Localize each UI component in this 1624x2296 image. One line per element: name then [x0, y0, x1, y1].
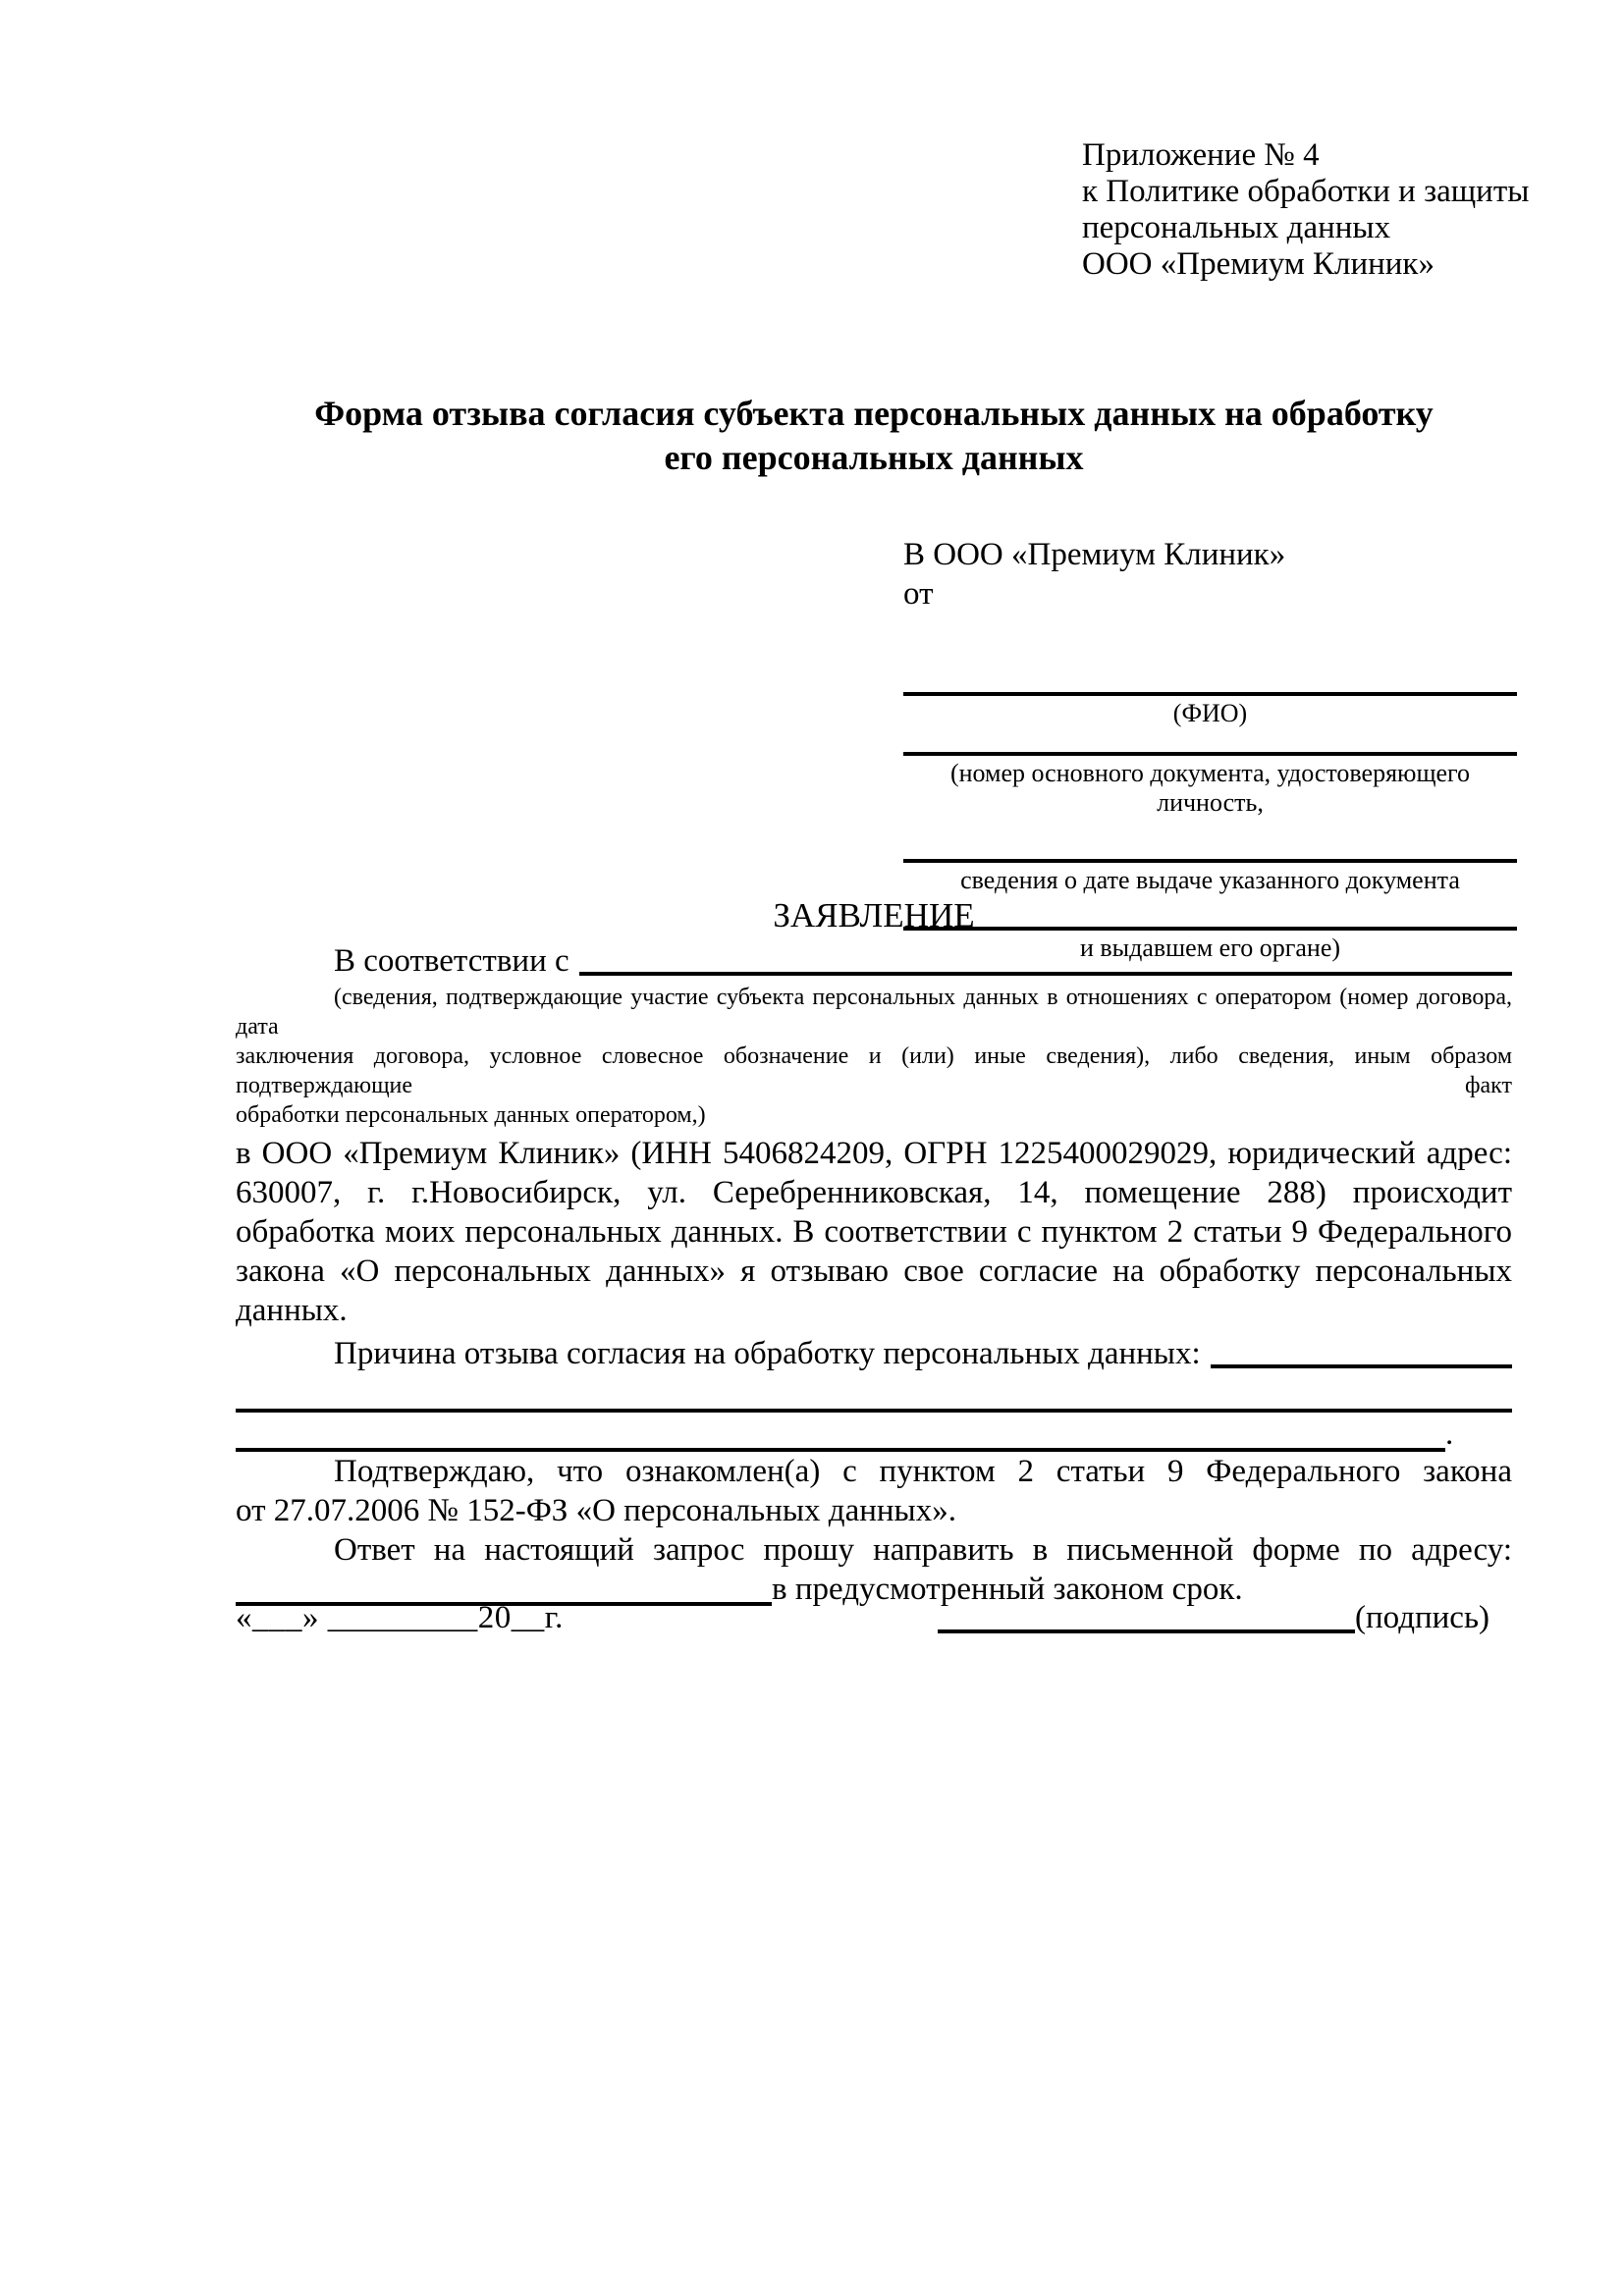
- document-issue-date-caption: сведения о дате выдаче указанного документа: [960, 866, 1460, 894]
- statement-body: [236, 894, 1512, 1609]
- fio-caption: (ФИО): [1172, 699, 1248, 727]
- withdrawal-paragraph-line: закона «О персональных данных» я отзываю свое согласие на обработку персональных: [236, 1254, 1512, 1289]
- document-number-caption: (номер основного документа, удостоверяющего личность,: [949, 759, 1471, 817]
- document-title-line: Форма отзыва согласия субъекта персональных данных на обработку: [314, 394, 1434, 433]
- fine-print-line: (сведения, подтверждающие участие субъекта персональных данных в отношениях с оператором (номер договора, дата: [236, 985, 1512, 1040]
- withdrawal-paragraph: [236, 1134, 1512, 1330]
- accordance-row: [236, 937, 1512, 981]
- accordance-blank-line: [579, 972, 1512, 976]
- reason-label: Причина отзыва согласия на обработку персональных данных:: [334, 1336, 1201, 1371]
- confirmation-paragraph: [236, 1452, 1512, 1530]
- document-number-blank-line: [903, 728, 1517, 756]
- reason-blank-line-3-rule: [236, 1413, 1445, 1452]
- fine-print-line: обработки персональных данных оператором,): [236, 1102, 706, 1128]
- trailing-period: .: [1445, 1416, 1454, 1452]
- confirmation-paragraph-line: от 27.07.2006 № 152-ФЗ «О персональных данных».: [236, 1493, 956, 1528]
- fine-print-line: заключения договора, условное словесное обозначение и (или) иные сведения), либо сведения, иным образом подтверждающие факт: [236, 1043, 1512, 1098]
- reason-blank-line-2: [236, 1373, 1512, 1413]
- reply-tail-text: в предусмотренный законом срок.: [772, 1572, 1243, 1607]
- addressee-from-label: от: [903, 576, 934, 612]
- withdrawal-paragraph-line: в ООО «Премиум Клиник» (ИНН 5406824209, ОГРН 1225400029029, юридический адрес:: [236, 1136, 1512, 1171]
- statement-heading: ЗАЯВЛЕНИЕ: [773, 896, 975, 934]
- reason-blank-line: [1211, 1364, 1512, 1368]
- reason-blank-line-3: [236, 1413, 1512, 1452]
- reason-row: [236, 1330, 1512, 1373]
- withdrawal-paragraph-line: обработка моих персональных данных. В соответствии с пунктом 2 статьи 9 Федерального: [236, 1214, 1512, 1250]
- appendix-header-line: ООО «Премиум Клиник»: [1082, 246, 1435, 282]
- withdrawal-paragraph-line: данных.: [236, 1293, 348, 1328]
- signature-blank-line: [938, 1629, 1355, 1633]
- confirmation-paragraph-line: Подтверждаю, что ознакомлен(а) с пунктом 2 статьи 9 Федерального закона: [334, 1454, 1512, 1489]
- document-issuer-caption: и выдавшем его органе): [1079, 934, 1341, 962]
- appendix-header-line: Приложение № 4: [1082, 137, 1320, 173]
- document-title: [236, 392, 1512, 480]
- signature-date-blank: «___» _________20__г.: [236, 1600, 564, 1635]
- fio-blank-line: [903, 614, 1517, 696]
- signature-row: [236, 1598, 1512, 1645]
- appendix-header-line: персональных данных: [1082, 210, 1391, 245]
- signature-area: [938, 1598, 1489, 1637]
- document-issue-date-blank-line: [903, 818, 1517, 863]
- accordance-label: В соответствии с: [334, 943, 569, 979]
- document-title-line: его персональных данных: [664, 438, 1084, 477]
- addressee-to: В ООО «Премиум Клиник»: [903, 537, 1286, 572]
- withdrawal-paragraph-line: 630007, г. г.Новосибирск, ул. Серебренниковская, 14, помещение 288) происходит: [236, 1175, 1512, 1210]
- appendix-header: [1082, 137, 1543, 283]
- appendix-header-line: к Политике обработки и защиты: [1082, 174, 1530, 209]
- signature-caption: (подпись): [1355, 1600, 1489, 1635]
- reply-request-line: Ответ на настоящий запрос прошу направить в письменной форме по адресу:: [334, 1532, 1512, 1568]
- fine-print-note: [236, 983, 1512, 1130]
